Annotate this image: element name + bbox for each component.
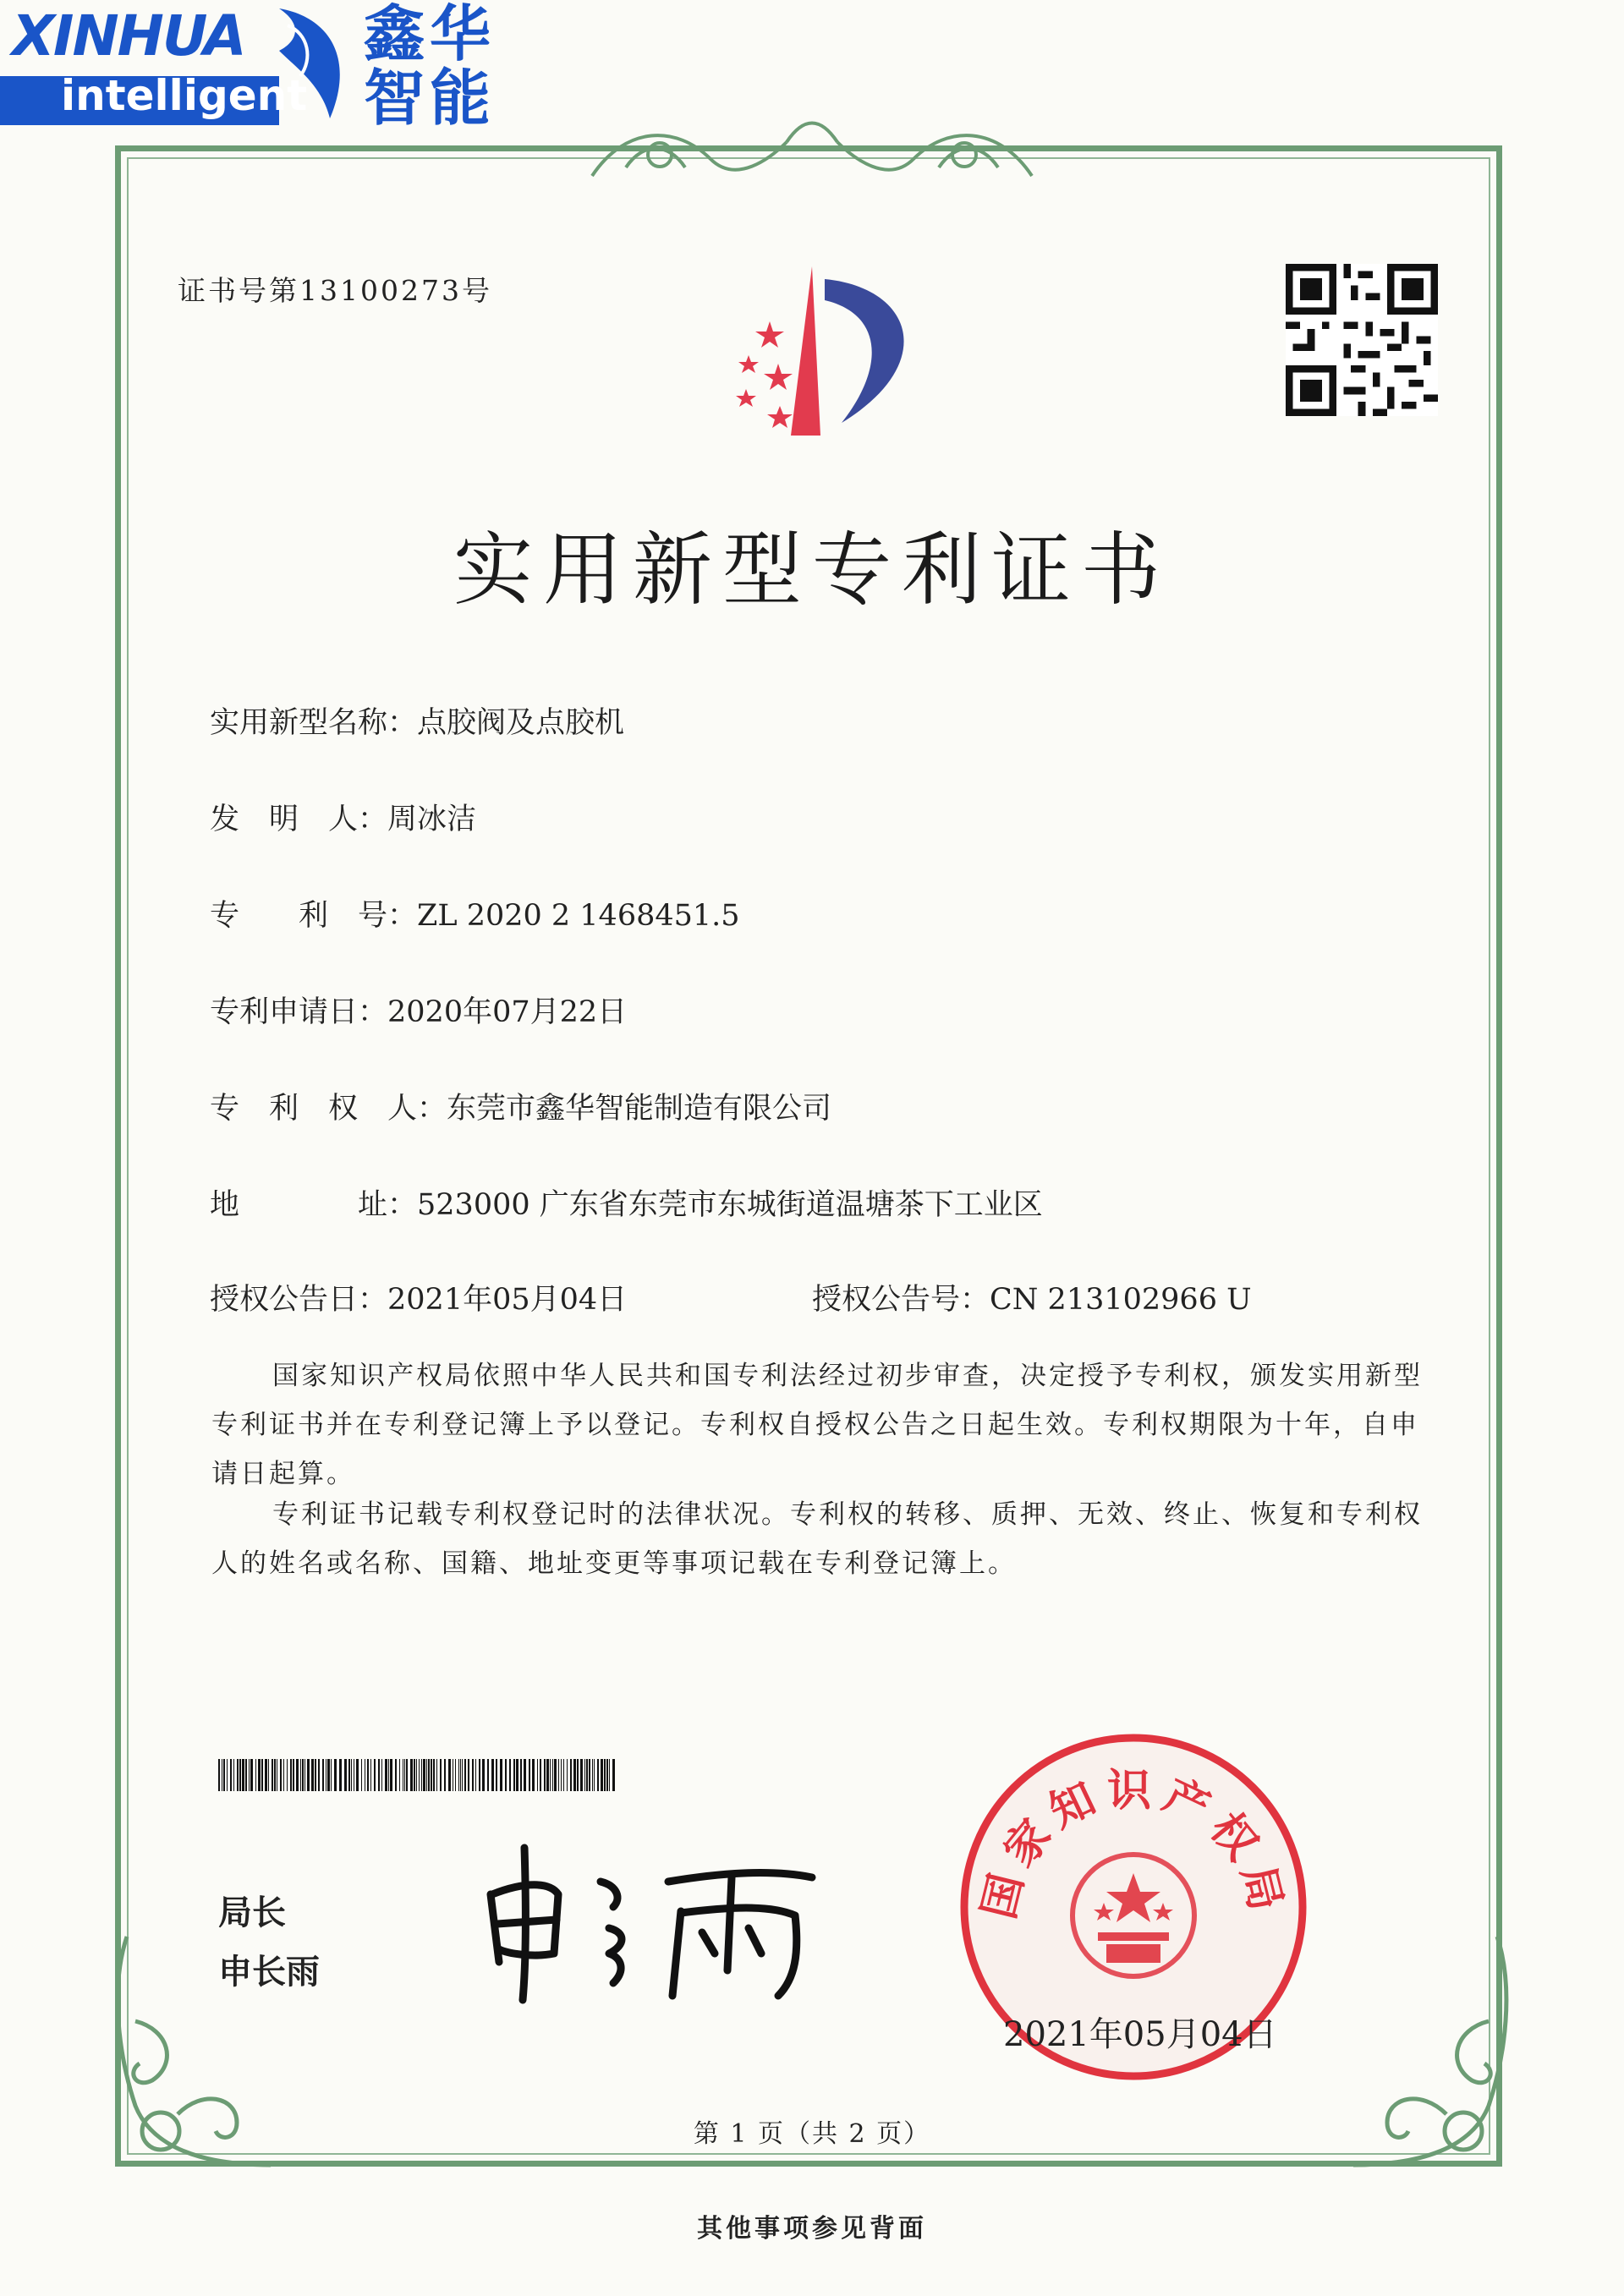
barcode-bar [540,1759,541,1791]
barcode-bar [348,1759,350,1791]
barcode-bar [554,1759,557,1791]
field-value: ZL 2020 2 1468451.5 [417,899,740,933]
barcode-bar [227,1759,228,1791]
barcode-bar [307,1759,310,1791]
field-label: 专 利 权 人： [210,1092,447,1126]
director-name: 申长雨 [218,1953,320,1992]
field-label: 专利申请日： [210,995,388,1029]
barcode-bar [272,1759,273,1791]
barcode-bar [378,1759,380,1791]
barcode-bar [460,1759,461,1791]
barcode-bar [426,1759,427,1791]
barcode-bar [274,1759,276,1791]
barcode-bar [318,1759,320,1791]
barcode-bar [304,1759,305,1791]
barcode-bar [290,1759,292,1791]
barcode-bar [237,1759,239,1791]
barcode-bar [218,1759,220,1791]
barcode-bar [423,1759,425,1791]
barcode-bar [255,1759,256,1791]
barcode-bar [300,1759,301,1791]
barcode-bar [475,1759,476,1791]
field-grant-number [812,1285,1252,1315]
barcode-bar [455,1759,456,1791]
barcode-bar [302,1759,304,1791]
barcode-bar [550,1759,551,1791]
barcode-bar [537,1759,538,1791]
statement-paragraph-2: 专利证书记载专利权登记时的法律状况。专利权的转移、质押、无效、终止、恢复和专利权人的姓名或名称、国籍、地址变更等事项记载在专利登记簿上。 [211,1499,1423,1579]
barcode-bar [223,1759,225,1791]
barcode-bar [606,1759,608,1791]
barcode-bar [589,1759,590,1791]
barcode-bar [584,1759,585,1791]
seal-text: 国家知识产权局 [973,1765,1294,1924]
barcode-bar [311,1759,314,1791]
barcode-bar [520,1759,522,1791]
logo-cn-bottom: 智能 [364,63,497,134]
barcode-bar [609,1759,610,1791]
barcode-bar [268,1759,269,1791]
barcode-bar [322,1759,324,1791]
field-label: 发 明 人： [210,803,388,836]
top-ornament [575,108,1049,193]
field-address [210,1188,1043,1222]
barcode-bar [482,1759,485,1791]
barcode-bar [381,1759,382,1791]
barcode-bar [404,1759,405,1791]
logo-tagline: intelligent [61,71,308,120]
barcode-bar [261,1759,263,1791]
barcode-bar [230,1759,232,1791]
barcode [218,1759,621,1791]
barcode-bar [552,1759,553,1791]
barcode-bar [496,1759,497,1791]
barcode-bar [399,1759,400,1791]
certificate-number: 证书号第13100273号 [178,274,492,307]
barcode-bar [440,1759,442,1791]
footer-note: 其他事项参见背面 [697,2214,927,2244]
globe-icon [262,0,355,127]
barcode-bar [242,1759,244,1791]
director-signature [474,1835,829,2004]
barcode-bar [601,1759,603,1791]
barcode-bar [370,1759,371,1791]
barcode-bar [419,1759,420,1791]
barcode-bar [500,1759,502,1791]
barcode-bar [524,1759,526,1791]
field-label: 授权公告日： [210,1283,388,1317]
barcode-bar [546,1759,549,1791]
barcode-bar [416,1759,417,1791]
field-patent-number [210,901,740,931]
barcode-bar [586,1759,588,1791]
barcode-bar [464,1759,466,1791]
barcode-bar [385,1759,387,1791]
field-value: 东莞市鑫华智能制造有限公司 [447,1092,832,1126]
barcode-bar [367,1759,369,1791]
logo-cn-top: 鑫华 [364,0,497,69]
barcode-bar [406,1759,408,1791]
barcode-bar [472,1759,474,1791]
barcode-bar [612,1759,615,1791]
barcode-bar [287,1759,288,1791]
barcode-bar [509,1759,511,1791]
barcode-bar [414,1759,415,1791]
field-value: 2020年07月22日 [387,995,628,1029]
barcode-bar [280,1759,282,1791]
barcode-bar [283,1759,284,1791]
barcode-bar [233,1759,234,1791]
barcode-bar [356,1759,359,1791]
barcode-bar [395,1759,397,1791]
logo-wordmark: XINHUA [12,3,245,68]
field-value: 周冰洁 [387,803,477,836]
field-application-date [210,995,628,1029]
page-number: 第 1 页（共 2 页） [693,2119,931,2149]
qr-code [1286,264,1438,416]
barcode-bar [558,1759,559,1791]
barcode-bar [573,1759,576,1791]
barcode-bar [293,1759,294,1791]
barcode-bar [532,1759,535,1791]
barcode-bar [444,1759,446,1791]
barcode-bar [361,1759,362,1791]
barcode-bar [250,1759,253,1791]
field-label: 地 址： [210,1188,418,1222]
field-patentee [210,1094,831,1124]
field-utility-model-name [210,706,625,740]
barcode-bar [468,1759,469,1791]
barcode-bar [315,1759,316,1791]
barcode-bar [529,1759,530,1791]
barcode-bar [458,1759,459,1791]
barcode-bar [516,1759,518,1791]
cnipa-emblem-icon [685,262,939,448]
barcode-bar [561,1759,562,1791]
barcode-bar [479,1759,480,1791]
field-value: 2021年05月04日 [387,1283,628,1317]
barcode-bar [331,1759,332,1791]
statement-paragraph-1: 国家知识产权局依照中华人民共和国专利法经过初步审查，决定授予专利权，颁发实用新型专利证书并在专利登记簿上予以登记。专利权自授权公告之日起生效。专利权期限为十年，自申请日起算。 [211,1361,1423,1489]
barcode-bar [344,1759,347,1791]
field-value: 点胶阀及点胶机 [417,706,625,740]
barcode-bar [462,1759,463,1791]
barcode-bar [258,1759,261,1791]
barcode-bar [388,1759,389,1791]
barcode-bar [374,1759,376,1791]
barcode-bar [431,1759,432,1791]
certificate-title: 实用新型专利证书 [453,524,1171,616]
field-value: CN 213102966 U [990,1283,1252,1317]
field-grant-date [210,1285,627,1315]
barcode-bar [567,1759,568,1791]
barcode-bar [421,1759,422,1791]
field-label: 授权公告号： [812,1283,990,1317]
barcode-bar [390,1759,392,1791]
seal-date: 2021年05月04日 [1003,2015,1277,2054]
director-title: 局长 [218,1893,286,1932]
barcode-bar [245,1759,247,1791]
barcode-bar [491,1759,494,1791]
barcode-bar [594,1759,595,1791]
barcode-bar [580,1759,583,1791]
barcode-bar [570,1759,572,1791]
barcode-bar [604,1759,606,1791]
barcode-bar [436,1759,437,1791]
field-label: 实用新型名称： [210,706,418,740]
barcode-bar [544,1759,546,1791]
barcode-bar [487,1759,489,1791]
barcode-bar [334,1759,337,1791]
barcode-bar [448,1759,451,1791]
barcode-bar [296,1759,299,1791]
barcode-bar [513,1759,515,1791]
barcode-bar [577,1759,579,1791]
field-inventor [210,805,476,835]
barcode-bar [433,1759,435,1791]
field-value: 523000 广东省东莞市东城街道温塘茶下工业区 [417,1188,1043,1222]
barcode-bar [597,1759,599,1791]
barcode-bar [265,1759,267,1791]
barcode-bar [339,1759,342,1791]
barcode-bar [351,1759,352,1791]
barcode-bar [592,1759,593,1791]
barcode-bar [249,1759,250,1791]
barcode-bar [327,1759,330,1791]
barcode-bar [505,1759,507,1791]
field-label: 专 利 号： [210,899,418,933]
barcode-bar [239,1759,241,1791]
barcode-bar [428,1759,430,1791]
barcode-bar [563,1759,564,1791]
barcode-bar [410,1759,413,1791]
